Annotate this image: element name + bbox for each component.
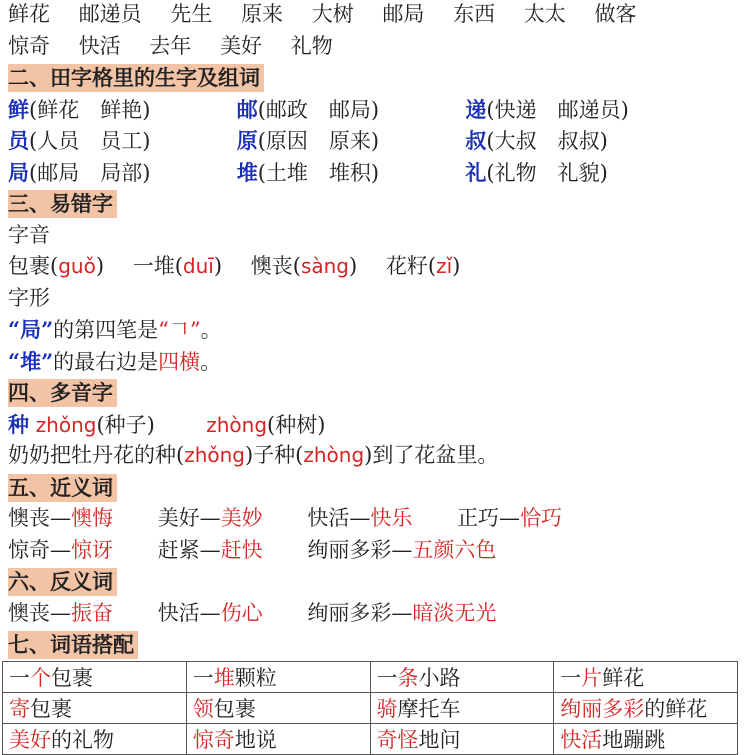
- word: 邮局: [382, 2, 425, 26]
- synonym-row: [8, 535, 750, 567]
- antonym-left: 懊丧—: [8, 600, 71, 625]
- table-cell: 一片鲜花: [554, 661, 738, 692]
- period: 。: [200, 349, 222, 374]
- pinyin: zhǒng: [35, 412, 97, 437]
- pinyin: zhǒng: [184, 443, 245, 467]
- word: 美好: [220, 33, 263, 58]
- quoted-char: “局”: [8, 317, 54, 342]
- pinyin: guǒ: [58, 254, 96, 278]
- antonym-right: 暗淡无光: [412, 600, 497, 625]
- word-list-row-2: [8, 31, 750, 63]
- synonym-right: 快乐: [370, 506, 413, 530]
- shape-note-1: [8, 314, 750, 346]
- synonym-right: 懊悔: [71, 506, 113, 530]
- char-words: (邮政 邮局): [257, 97, 380, 122]
- char-words: (人员 员工): [29, 129, 151, 153]
- pinyin: zhòng: [206, 412, 268, 437]
- char: 种: [8, 411, 29, 437]
- table-cell: 一个包裹: [3, 661, 187, 692]
- synonym-left: 惊奇—: [8, 537, 71, 562]
- word: 先生: [170, 2, 213, 26]
- synonym-row: [8, 503, 750, 535]
- char: 鲜: [8, 96, 29, 122]
- synonym-left: 正巧—: [457, 506, 521, 530]
- sentence-part: )子种(: [244, 443, 304, 467]
- char-row: [8, 94, 750, 126]
- sound-label: 字音: [8, 222, 50, 247]
- char-words: (邮局 局部): [29, 160, 151, 185]
- section-heading-polyphone: 四、多音字: [8, 379, 117, 407]
- table-cell: 美好的礼物: [3, 723, 187, 754]
- char-words: (礼物 礼貌): [486, 160, 608, 185]
- synonym-left: 赶紧—: [157, 537, 221, 562]
- char-words: (原因 原来): [257, 129, 380, 153]
- pinyin: zǐ: [436, 254, 453, 278]
- char: 叔: [465, 128, 487, 153]
- word-list-row-1: [8, 0, 750, 31]
- char-words: (快递 邮递员): [486, 97, 629, 122]
- synonym-right: 惊讶: [71, 537, 113, 562]
- word: 去年: [149, 33, 192, 58]
- table-cell: 绚丽多彩的鲜花: [554, 692, 738, 723]
- table-cell: 一堆颗粒: [186, 661, 370, 692]
- table-row: [3, 661, 738, 692]
- section-heading-new-characters: 二、田字格里的生字及组词: [8, 64, 264, 92]
- poly-word: (种子): [96, 412, 155, 437]
- synonym-right: 美妙: [220, 506, 263, 530]
- synonym-left: 懊丧—: [8, 506, 71, 530]
- synonym-left: 美好—: [157, 506, 221, 530]
- table-cell: 惊奇地说: [186, 723, 370, 754]
- table-cell: 寄包裹: [3, 692, 187, 723]
- pinyin: zhòng: [303, 443, 365, 467]
- synonym-right: 赶快: [220, 537, 263, 562]
- table-cell: 奇怪地问: [370, 723, 554, 754]
- shape-text: 的第四笔是: [53, 318, 159, 342]
- char-words: (土堆 堆积): [257, 160, 380, 185]
- antonym-left: 绚丽多彩—: [307, 600, 413, 625]
- paren: ): [348, 254, 358, 278]
- sound-word: 懊丧(: [250, 254, 301, 278]
- antonym-right: 伤心: [220, 600, 263, 625]
- section-heading-error-prone: 三、易错字: [8, 190, 117, 218]
- char: 递: [465, 96, 487, 122]
- shape-answer: 四横: [158, 349, 201, 374]
- table-cell: 快活地蹦跳: [554, 723, 738, 754]
- shape-note-2: [8, 346, 750, 378]
- shape-text: 的最右边是: [53, 349, 159, 374]
- synonym-right: 五颜六色: [412, 537, 497, 562]
- table-cell: 领包裹: [186, 692, 370, 723]
- poly-word: (种树): [267, 412, 326, 437]
- char: 邮: [236, 96, 258, 122]
- paren: ): [213, 254, 223, 278]
- collocation-table: [2, 661, 738, 755]
- quoted-char: “堆”: [8, 348, 54, 374]
- char-words: (鲜花 鲜艳): [29, 97, 151, 122]
- section-heading-collocations: 七、词语搭配: [8, 631, 138, 659]
- polyphone-row: [8, 409, 750, 441]
- synonym-left: 快活—: [307, 506, 371, 530]
- antonym-right: 振奋: [71, 600, 113, 625]
- antonym-row: [8, 598, 750, 630]
- pinyin: sàng: [300, 254, 349, 278]
- section-heading-antonyms: 六、反义词: [8, 568, 117, 596]
- shape-answer: “𠃍”: [158, 318, 201, 342]
- word: 惊奇: [8, 33, 50, 58]
- sentence-part: 奶奶把牡丹花的种(: [8, 443, 185, 467]
- period: 。: [200, 318, 222, 342]
- sound-word: 包裹(: [8, 254, 59, 278]
- sound-word: 花籽(: [385, 254, 437, 278]
- table-row: [3, 723, 738, 754]
- word: 邮递员: [78, 2, 142, 26]
- word: 礼物: [290, 33, 333, 58]
- word: 做客: [594, 2, 637, 26]
- char-row: [8, 157, 750, 189]
- sound-word: 一堆(: [132, 254, 183, 278]
- synonym-left: 绚丽多彩—: [307, 537, 413, 562]
- paren: ): [452, 254, 461, 278]
- polyphone-sentence: [8, 440, 750, 472]
- char: 局: [8, 159, 29, 185]
- sentence-part: )到了花盆里。: [364, 443, 499, 467]
- table-cell: 骑摩托车: [370, 692, 554, 723]
- antonym-left: 快活—: [157, 600, 221, 625]
- word: 鲜花: [8, 2, 50, 26]
- sound-row: [8, 251, 750, 283]
- word: 东西: [453, 2, 496, 26]
- word: 大树: [311, 2, 354, 26]
- paren: ): [95, 254, 105, 278]
- section-heading-synonyms: 五、近义词: [8, 474, 117, 502]
- char: 员: [8, 128, 29, 153]
- char-words: (大叔 叔叔): [486, 129, 608, 153]
- synonym-right: 恰巧: [520, 506, 563, 530]
- char: 礼: [465, 159, 487, 185]
- word: 原来: [241, 2, 284, 26]
- word: 太太: [523, 2, 566, 26]
- pinyin: duī: [182, 254, 214, 278]
- char: 堆: [236, 159, 258, 185]
- word: 快活: [78, 33, 121, 58]
- char: 原: [236, 128, 258, 153]
- shape-label: 字形: [8, 285, 50, 310]
- table-row: [3, 692, 738, 723]
- char-row: [8, 125, 750, 157]
- table-cell: 一条小路: [370, 661, 554, 692]
